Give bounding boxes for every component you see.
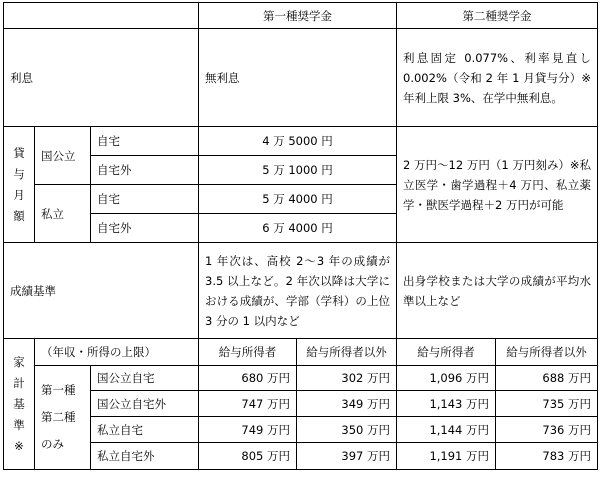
header-type2: 第二種奨学金: [397, 3, 598, 29]
loan-label-char: 与: [13, 166, 25, 181]
loan-private-home-amount: 5 万 4000 円: [199, 185, 397, 214]
loan-label-char: 月: [13, 187, 25, 202]
income-header-label: （年収・所得の上限）: [35, 339, 199, 366]
income-label-char: 基: [13, 396, 25, 411]
loan-away-label: 自宅外: [91, 156, 199, 185]
income-t2-salary: 1,096 万円: [397, 366, 496, 391]
loan-private-label: 私立: [35, 185, 91, 243]
loan-home-label: 自宅: [91, 185, 199, 214]
loan-label-char: 貸: [13, 145, 25, 160]
income-row-label: 国公立自宅: [91, 366, 199, 391]
income-row-label: 私立自宅外: [91, 443, 199, 470]
grades-row: [4, 243, 598, 339]
income-col-t1-salary: 給与所得者: [199, 339, 297, 366]
income-t1-other: 350 万円: [297, 417, 397, 443]
income-row-label: 国公立自宅外: [91, 391, 199, 417]
income-label-char: 準: [13, 417, 25, 432]
income-col-t2-salary: 給与所得者: [397, 339, 496, 366]
income-t2-other: 688 万円: [496, 366, 598, 391]
scholarship-comparison-table: [3, 2, 598, 470]
loan-label-char: 額: [13, 208, 25, 223]
income-t2-salary: 1,143 万円: [397, 391, 496, 417]
grades-type1: 1 年次は、高校 2～3 年の成績が 3.5 以上など。2 年次以降は大学における成績が、学部（学科）の上位 3 分の 1 以内など: [199, 243, 397, 339]
income-row: [4, 417, 598, 443]
income-header-row: [4, 339, 598, 366]
income-type-label: [35, 366, 91, 470]
loan-private-away-amount: 6 万 4000 円: [199, 214, 397, 243]
income-label-char: ※: [14, 438, 24, 453]
income-row: [4, 391, 598, 417]
interest-type1: 無利息: [199, 29, 397, 127]
income-col-t2-other: 給与所得者以外: [496, 339, 598, 366]
income-t1-salary: 805 万円: [199, 443, 297, 470]
header-row: [4, 3, 598, 29]
income-row: [4, 366, 598, 391]
loan-home-label: 自宅: [91, 127, 199, 156]
income-t1-other: 349 万円: [297, 391, 397, 417]
income-t2-other: 783 万円: [496, 443, 598, 470]
income-label: [4, 339, 35, 470]
interest-row: [4, 29, 598, 127]
loan-national-label: 国公立: [35, 127, 91, 185]
loan-row-national-home: [4, 127, 598, 156]
income-t1-other: 397 万円: [297, 443, 397, 470]
income-type1-label: 第一種: [41, 383, 76, 397]
income-label-char: 家: [13, 354, 25, 369]
loan-away-label: 自宅外: [91, 214, 199, 243]
income-t1-salary: 747 万円: [199, 391, 297, 417]
income-t2-salary: 1,144 万円: [397, 417, 496, 443]
income-row: [4, 443, 598, 470]
header-blank-cell: [4, 3, 199, 29]
loan-type2-amount: 2 万円～12 万円（1 万円刻み）※私立医学・歯学過程＋4 万円、私立薬学・獣医学過程＋2 万円が可能: [397, 127, 598, 243]
interest-type2: 利息固定 0.077%、利率見直し 0.002%（令和 2 年 1 月貸与分）※年利上限 3%、在学中無利息。: [397, 29, 598, 127]
loan-label: [4, 127, 35, 243]
income-only-label: のみ: [41, 437, 64, 451]
income-t2-salary: 1,191 万円: [397, 443, 496, 470]
income-col-t1-other: 給与所得者以外: [297, 339, 397, 366]
income-t1-salary: 749 万円: [199, 417, 297, 443]
income-t1-other: 302 万円: [297, 366, 397, 391]
loan-national-home-amount: 4 万 5000 円: [199, 127, 397, 156]
grades-label: 成績基準: [4, 243, 199, 339]
income-t2-other: 735 万円: [496, 391, 598, 417]
income-row-label: 私立自宅: [91, 417, 199, 443]
header-type1: 第一種奨学金: [199, 3, 397, 29]
loan-national-away-amount: 5 万 1000 円: [199, 156, 397, 185]
income-t2-other: 736 万円: [496, 417, 598, 443]
income-label-char: 計: [13, 375, 25, 390]
grades-type2: 出身学校または大学の成績が平均水準以上など: [397, 243, 598, 339]
income-t1-salary: 680 万円: [199, 366, 297, 391]
income-type2-label: 第二種: [41, 410, 76, 424]
interest-label: 利息: [4, 29, 199, 127]
